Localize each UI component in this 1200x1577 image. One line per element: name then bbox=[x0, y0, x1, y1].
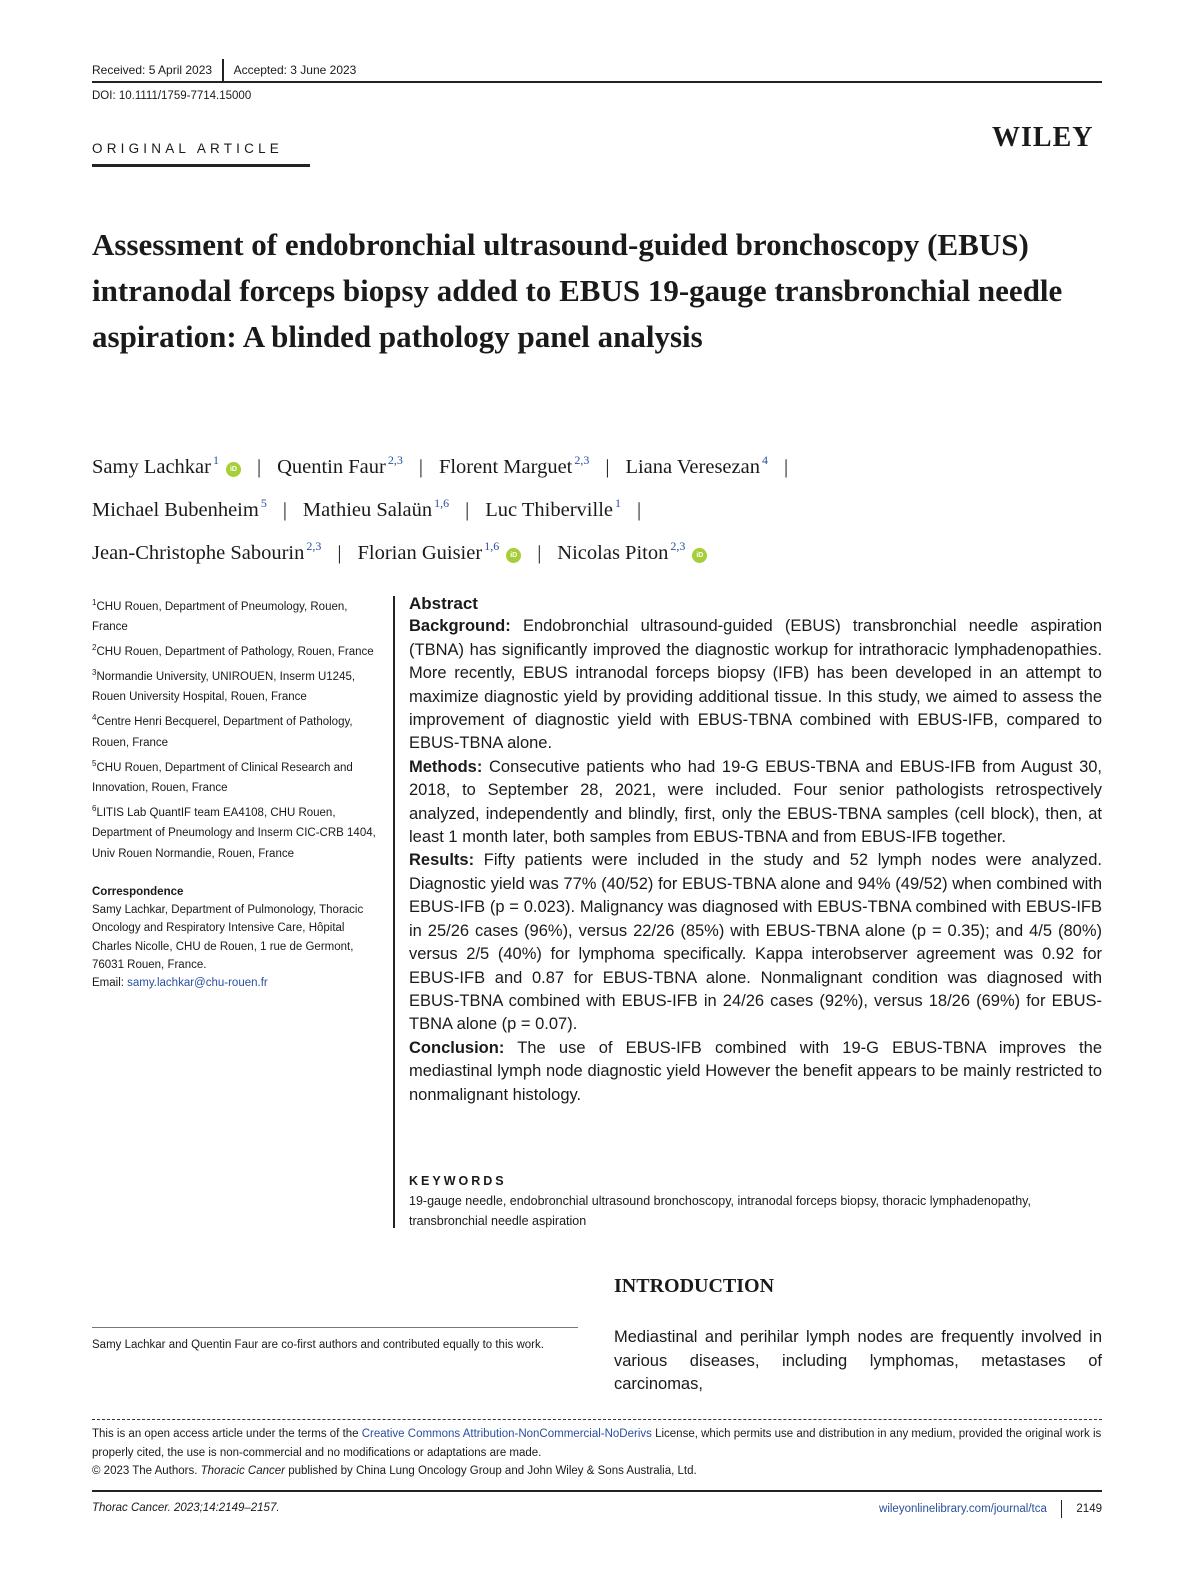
correspondence-email-line bbox=[92, 974, 382, 992]
license bbox=[92, 1425, 1102, 1481]
abstract-background bbox=[409, 615, 1102, 755]
wiley-logo: WILEY bbox=[992, 122, 1094, 153]
affiliation-item bbox=[92, 663, 382, 708]
author-separator: | bbox=[282, 499, 287, 521]
abstract bbox=[409, 592, 1102, 1107]
affiliation-item bbox=[92, 754, 382, 799]
affiliation-item bbox=[92, 799, 382, 864]
author-separator: | bbox=[418, 456, 423, 478]
author-name: Samy Lachkar bbox=[92, 456, 211, 478]
introduction-heading: INTRODUCTION bbox=[614, 1275, 775, 1297]
license-prefix: This is an open access article under the terms of the bbox=[92, 1428, 362, 1440]
author[interactable] bbox=[438, 453, 590, 478]
affiliation-text: CHU Rouen, Department of Clinical Research and Innovation, Rouen, France bbox=[92, 761, 353, 795]
copyright-prefix: © 2023 The Authors. bbox=[92, 1465, 201, 1477]
background-label: Background: bbox=[409, 617, 511, 636]
affiliation-text: CHU Rouen, Department of Pneumology, Rouen, France bbox=[92, 600, 348, 634]
author-name: Luc Thiberville bbox=[485, 499, 613, 521]
author-affiliation-sup: 2,3 bbox=[670, 539, 686, 553]
author[interactable] bbox=[92, 453, 241, 478]
affiliation-item bbox=[92, 638, 382, 662]
results-text: Fifty patients were included in the study and 52 lymph nodes were analyzed. Diagnostic yield was 77% (40/52) for EBUS-TBNA alone and 94% (49/52) when combined with EBUS-IFB (p = 0.023). Malignancy was diagnosed with EBUS-TBNA combined with EBUS-IFB in 25/26 cases (96%), versus 22/26 (85%) with EBUS-TBNA alone (p = 0.35); and 4/5 (80%) versus 2/5 (40%) for lymphoma specifically. Kappa interobserver agreement was 0.92 for EBUS-IFB and 0.87 for EBUS-TBNA alone. Nonmalignant condition was diagnosed with EBUS-TBNA combined with EBUS-IFB in 24/26 cases (92%), versus 18/26 (69%) for EBUS-TBNA alone (p = 0.07). bbox=[409, 851, 1102, 1034]
methods-text: Consecutive patients who had 19-G EBUS-TBNA and EBUS-IFB from August 30, 2018, to September 28, 2021, were included. Four senior pathologists retrospectively analyzed, independently and blindly, first, only the EBUS-TBNA samples (cell block), then, at least 1 month later, both samples from EBUS-TBNA and from EBUS-IFB together. bbox=[409, 757, 1103, 847]
affiliation-number: 1 bbox=[92, 598, 97, 607]
author[interactable] bbox=[277, 453, 403, 478]
author-name: Florent Marguet bbox=[438, 456, 573, 478]
abstract-results bbox=[409, 849, 1102, 1036]
author-affiliation-sup: 1 bbox=[615, 496, 621, 510]
author-affiliation-sup: 4 bbox=[761, 453, 768, 467]
introduction-text: Mediastinal and perihilar lymph nodes are frequently involved in various diseases, including lymphomas, metastases of carcinomas, bbox=[614, 1328, 1102, 1393]
author-list bbox=[92, 442, 1102, 571]
affiliation-item bbox=[92, 708, 382, 753]
author-name: Liana Veresezan bbox=[625, 456, 760, 478]
doi[interactable]: DOI: 10.1111/1759-7714.15000 bbox=[92, 90, 252, 102]
orcid-icon[interactable]: iD bbox=[692, 548, 707, 563]
email-link[interactable]: samy.lachkar@chu-rouen.fr bbox=[127, 977, 268, 990]
author-name: Michael Bubenheim bbox=[92, 499, 259, 521]
author-affiliation-sup: 2,3 bbox=[574, 453, 590, 467]
author-separator: | bbox=[337, 542, 342, 564]
conclusion-text: The use of EBUS-IFB combined with 19-G EBUS-TBNA improves the mediastinal lymph node diagnostic yield However the benefit appears to be mainly restricted to nonmalignant histology. bbox=[409, 1038, 1102, 1104]
author[interactable] bbox=[557, 539, 707, 564]
author-separator: | bbox=[256, 456, 262, 478]
article-type-rule bbox=[92, 164, 310, 167]
author-separator: | bbox=[605, 456, 610, 478]
abstract-heading: Abstract bbox=[409, 594, 478, 613]
journal-name: Thoracic Cancer bbox=[200, 1465, 286, 1477]
footer-separator bbox=[1061, 1500, 1063, 1518]
keywords-text: 19-gauge needle, endobronchial ultrasound bronchoscopy, intranodal forceps biopsy, thoracic lymphadenopathy, transbronchial needle aspiration bbox=[409, 1194, 1031, 1228]
author-separator: | bbox=[537, 542, 542, 564]
accepted-date: Accepted: 3 June 2023 bbox=[233, 63, 357, 77]
author-name: Quentin Faur bbox=[277, 456, 386, 478]
license-suffix: License, which permits use and distribution in any medium, provided the original work is properly cited, the use is non-commercial and no modifications or adaptations are made. bbox=[92, 1428, 1102, 1459]
correspondence-text: Samy Lachkar, Department of Pulmonology, Thoracic Oncology and Respiratory Intensive Care, Hôpital Charles Nicolle, CHU de Rouen, 1 rue de Germont, 76031 Rouen, France. bbox=[92, 904, 364, 971]
license-text bbox=[92, 1425, 1102, 1462]
footnote-rule bbox=[92, 1327, 578, 1328]
abstract-rule bbox=[393, 596, 395, 1228]
journal-url[interactable]: wileyonlinelibrary.com/journal/tca bbox=[879, 1503, 1047, 1515]
author-separator: | bbox=[465, 499, 470, 521]
orcid-icon[interactable]: iD bbox=[226, 462, 241, 477]
author-separator: | bbox=[637, 499, 642, 521]
affiliation-text: LITIS Lab QuantIF team EA4108, CHU Rouen, Department of Pneumology and Inserm CIC-CRB 1404, Univ Rouen Normandie, Rouen, France bbox=[92, 806, 376, 860]
cofirst-note: Samy Lachkar and Quentin Faur are co-first authors and contributed equally to this work. bbox=[92, 1339, 544, 1351]
header-rule bbox=[92, 81, 1102, 83]
background-text: Endobronchial ultrasound-guided (EBUS) transbronchial needle aspiration (TBNA) has significantly improved the diagnostic workup for intrathoracic lymphadenopathies. More recently, EBUS intranodal forceps biopsy (IFB) has been developed in an attempt to maximize diagnostic yield by providing additional tissue. In this study, we aimed to assess the improvement of diagnostic yield with EBUS-TBNA combined with EBUS-IFB, compared to EBUS-TBNA alone. bbox=[409, 617, 1102, 753]
author-name: Mathieu Salaün bbox=[302, 499, 433, 521]
affiliation-number: 2 bbox=[92, 643, 97, 653]
author-affiliation-sup: 5 bbox=[260, 496, 267, 510]
author-separator: | bbox=[783, 456, 789, 478]
abstract-methods bbox=[409, 756, 1102, 850]
affiliation-number: 6 bbox=[92, 804, 97, 814]
author[interactable] bbox=[92, 539, 322, 564]
affiliation-text: CHU Rouen, Department of Pathology, Rouen, France bbox=[96, 646, 374, 659]
received-date: Received: 5 April 2023 bbox=[92, 63, 213, 77]
affiliation-number: 3 bbox=[92, 668, 97, 678]
affiliations bbox=[92, 593, 382, 865]
author[interactable] bbox=[485, 496, 621, 521]
copyright-line bbox=[92, 1462, 1102, 1481]
keywords-heading: KEYWORDS bbox=[409, 1174, 507, 1188]
affiliation-number: 5 bbox=[92, 758, 97, 768]
affiliation-text: Normandie University, UNIROUEN, Inserm U1245, Rouen University Hospital, Rouen, France bbox=[92, 670, 356, 704]
author[interactable] bbox=[625, 453, 768, 478]
license-link[interactable]: Creative Commons Attribution-NonCommercial-NoDerivs bbox=[361, 1428, 652, 1440]
article-title: Assessment of endobronchial ultrasound-guided bronchoscopy (EBUS) intranodal forceps biopsy added to EBUS 19-gauge transbronchial needle aspiration: A blinded pathology panel analysis bbox=[92, 227, 1063, 354]
footer-citation: Thorac Cancer. 2023;14:2149–2157. bbox=[92, 1502, 280, 1514]
author[interactable] bbox=[357, 539, 521, 564]
article-type: ORIGINAL ARTICLE bbox=[92, 141, 283, 156]
footer-right bbox=[834, 1500, 1102, 1518]
conclusion-label: Conclusion: bbox=[409, 1038, 505, 1057]
page-number: 2149 bbox=[1076, 1503, 1102, 1515]
date-separator bbox=[222, 59, 224, 81]
affiliation-text: Centre Henri Becquerel, Department of Pathology, Rouen, France bbox=[92, 716, 353, 749]
author-affiliation-sup: 1 bbox=[212, 453, 219, 467]
author-affiliation-sup: 1,6 bbox=[434, 496, 450, 510]
license-rule bbox=[92, 1419, 1102, 1420]
methods-label: Methods: bbox=[409, 757, 483, 776]
correspondence bbox=[92, 883, 382, 992]
article-dates bbox=[92, 59, 356, 81]
affiliation-number: 4 bbox=[92, 713, 97, 723]
author-name: Jean-Christophe Sabourin bbox=[92, 542, 305, 564]
author-name: Nicolas Piton bbox=[557, 542, 669, 564]
results-label: Results: bbox=[409, 851, 475, 870]
copyright-suffix: published by China Lung Oncology Group and John Wiley & Sons Australia, Ltd. bbox=[285, 1465, 697, 1477]
author-affiliation-sup: 2,3 bbox=[306, 539, 322, 553]
author-name: Florian Guisier bbox=[357, 542, 483, 564]
abstract-conclusion bbox=[409, 1037, 1102, 1107]
email-label: Email: bbox=[92, 977, 128, 990]
correspondence-heading: Correspondence bbox=[92, 886, 184, 898]
author[interactable] bbox=[302, 496, 450, 521]
author[interactable] bbox=[92, 496, 267, 521]
orcid-icon[interactable]: iD bbox=[506, 548, 521, 563]
author-affiliation-sup: 2,3 bbox=[387, 453, 403, 467]
footer-rule bbox=[92, 1490, 1102, 1492]
author-affiliation-sup: 1,6 bbox=[484, 539, 500, 553]
affiliation-item bbox=[92, 593, 382, 638]
